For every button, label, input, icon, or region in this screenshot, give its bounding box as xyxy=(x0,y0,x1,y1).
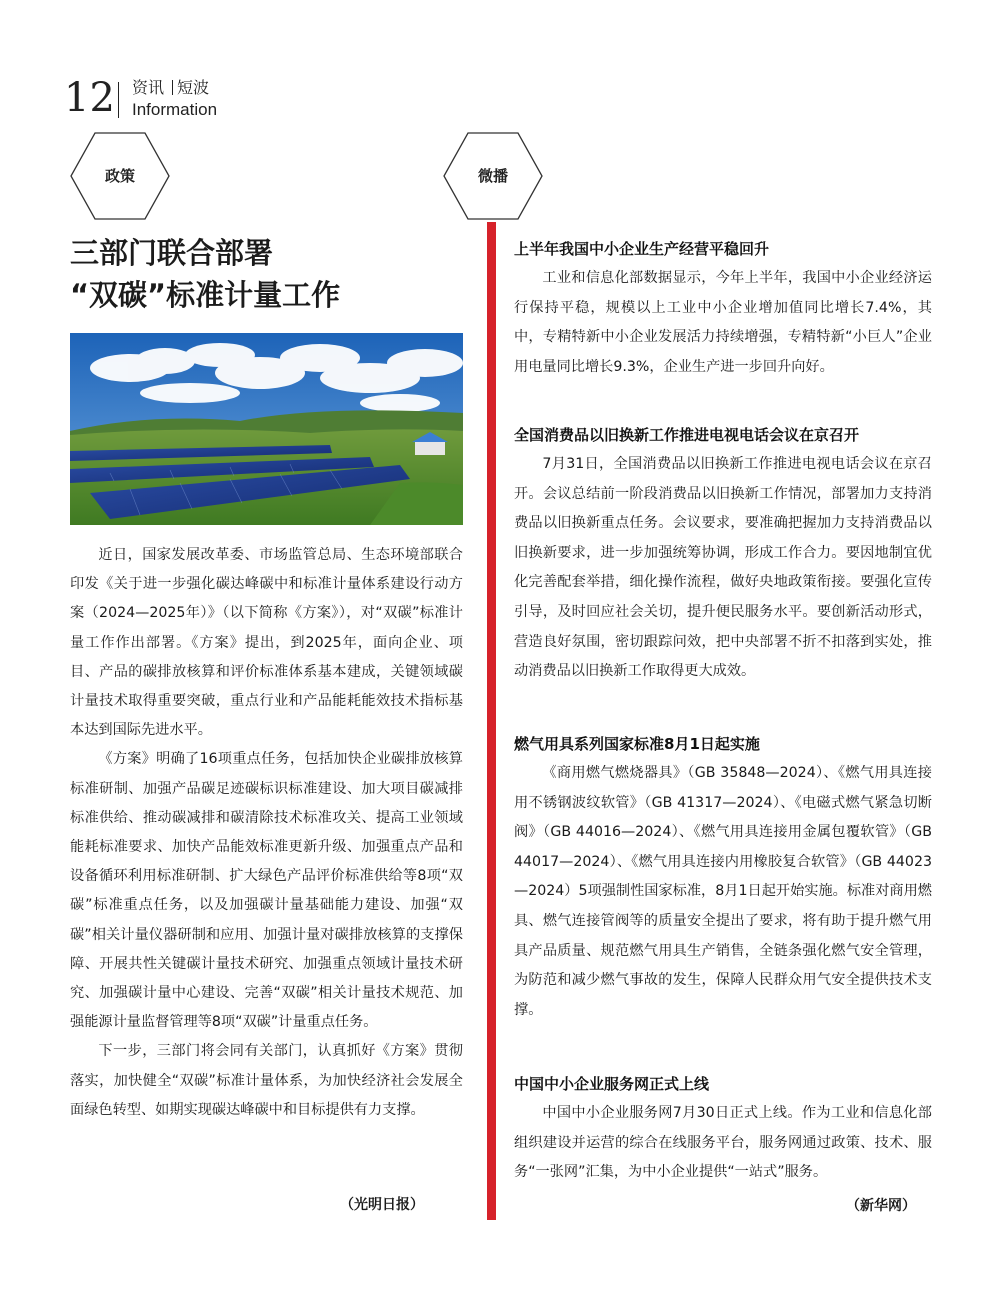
solar-panel-image xyxy=(70,333,463,525)
broadcast-badge-label: 微播 xyxy=(477,167,508,185)
subcategory-label: 短波 xyxy=(177,78,210,97)
news-brief-title: 燃气用具系列国家标准8月1日起实施 xyxy=(514,735,760,753)
category-label: 资讯 xyxy=(132,78,165,97)
article-headline xyxy=(70,232,470,316)
article-paragraph: 近日，国家发展改革委、市场监管总局、生态环境部联合印发《关于进一步强化碳达峰碳中和标准计量体系建设行动方案（2024—2025年）》（以下简称《方案》），对“双碳”标准计量工作作出部署。《方案》提出，到2025年，面向企业、项目、产品的碳排放核算和评价标准体系基本建成，关键领域碳计量技术取得重要突破，重点行业和产品能耗能效技术指标基本达到国际先进水平。 xyxy=(70,547,463,739)
news-brief-body: 工业和信息化部数据显示，今年上半年，我国中小企业经济运行保持平稳，规模以上工业中小企业增加值同比增长7.4%，其中，专精特新中小企业发展活力持续增强，专精特新“小巨人”企业用电量同比增长9.3%，企业生产进一步回升向好。 xyxy=(514,270,932,375)
column-divider xyxy=(487,222,496,1220)
section-english: Information xyxy=(132,100,218,119)
category-separator xyxy=(172,80,173,95)
news-brief-4 xyxy=(514,1071,932,1188)
news-brief-title: 全国消费品以旧换新工作推进电视电话会议在京召开 xyxy=(514,426,860,444)
policy-badge xyxy=(70,132,170,220)
news-source: （新华网） xyxy=(846,1198,916,1214)
news-brief-body: 7月31日，全国消费品以旧换新工作推进电视电话会议在京召开。会议总结前一阶段消费品以旧换新工作情况，部署加力支持消费品以旧换新重点任务。会议要求，要准确把握加力支持消费品以旧换新要求，进一步加强统筹协调，形成工作合力。要因地制宜优化完善配套举措，细化操作流程，做好央地政策衔接。要强化宣传引导，及时回应社会关切，提升便民服务水平。要创新活动形式，营造良好氛围，密切跟踪问效，把中央部署不折不扣落到实处，推动消费品以旧换新工作取得更大成效。 xyxy=(514,456,932,680)
article-paragraph: 下一步，三部门将会同有关部门，认真抓好《方案》贯彻落实，加快健全“双碳”标准计量体系，为加快经济社会发展全面绿色转型、如期实现碳达峰碳中和目标提供有力支撑。 xyxy=(70,1043,463,1118)
headline-line-2: “双碳”标准计量工作 xyxy=(70,278,341,312)
policy-badge-label: 政策 xyxy=(104,167,135,185)
news-brief-body: 《商用燃气燃烧器具》（GB 35848—2024）、《燃气用具连接用不锈钢波纹软管》（GB 41317—2024）、《电磁式燃气紧急切断阀》（GB 44016—2024）、《燃气用具连接用金属包覆软管》（GB 44017—2024）、《燃气用具连接内用橡胶复合软管》（GB 44023—2024）5项强制性国家标准，8月1日起开始实施。标准对商用燃具、燃气连接管阀等的质量安全提出了要求，将有助于提升燃气用具产品质量、规范燃气用具生产销售，全链条强化燃气安全管理，为防范和减少燃气事故的发生，保障人民群众用气安全提供技术支撑。 xyxy=(514,765,932,1018)
page-number: 12 xyxy=(64,75,115,121)
news-brief-1 xyxy=(514,236,932,382)
news-brief-title: 上半年我国中小企业生产经营平稳回升 xyxy=(514,240,770,258)
news-brief-2 xyxy=(514,422,932,687)
article-body xyxy=(70,541,463,1125)
section-category xyxy=(132,78,209,98)
news-brief-3 xyxy=(514,731,932,1025)
article-paragraph: 《方案》明确了16项重点任务，包括加快企业碳排放核算标准研制、加强产品碳足迹碳标识标准建设、加大项目碳减排标准供给、推动碳减排和碳清除技术标准攻关、提高工业领域能耗标准要求、加快产品能效标准更新升级、加强重点产品和设备循环利用标准研制、扩大绿色产品评价标准供给等8项“双碳”标准重点任务，以及加强碳计量基础能力建设、加强“双碳”相关计量仪器研制和应用、加强计量对碳排放核算的支撑保障、开展共性关键碳计量技术研究、加强重点领域计量技术研究、加强碳计量中心建设、完善“双碳”相关计量技术规范、加强能源计量监督管理等8项“双碳”计量重点任务。 xyxy=(70,751,463,1031)
headline-line-1: 三部门联合部署 xyxy=(70,236,274,270)
header-divider xyxy=(118,82,119,118)
solar-farm-photo xyxy=(70,333,463,525)
news-brief-body: 中国中小企业服务网7月30日正式上线。作为工业和信息化部组织建设并运营的综合在线服务平台，服务网通过政策、技术、服务“一张网”汇集，为中小企业提供“一站式”服务。 xyxy=(514,1105,932,1181)
broadcast-badge xyxy=(443,132,543,220)
article-source: （光明日报） xyxy=(340,1197,424,1213)
news-brief-title: 中国中小企业服务网正式上线 xyxy=(514,1075,710,1093)
